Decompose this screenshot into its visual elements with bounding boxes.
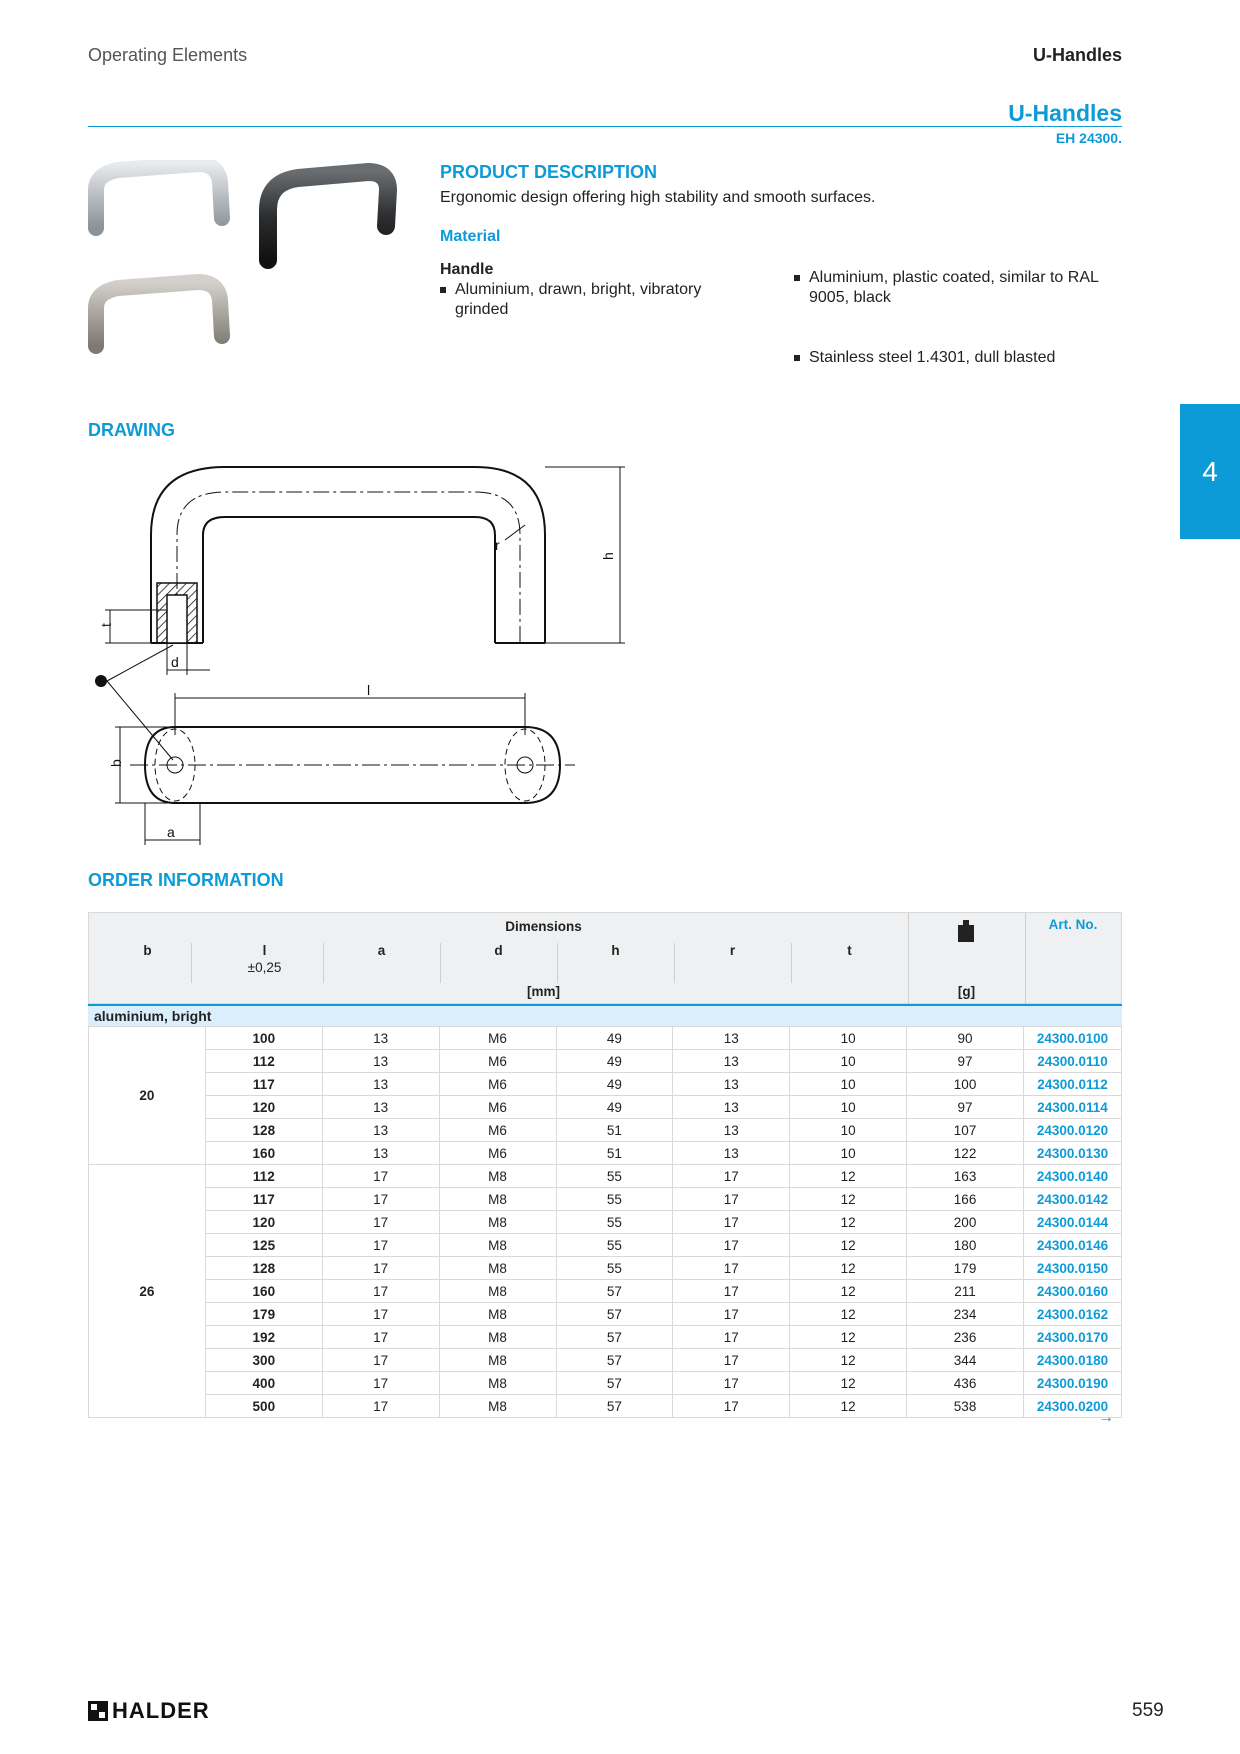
table-cell: M8 bbox=[439, 1280, 556, 1303]
cell-l: 112 bbox=[205, 1050, 322, 1073]
article-number-link[interactable]: 24300.0160 bbox=[1024, 1280, 1122, 1303]
brand-name: HALDER bbox=[112, 1698, 210, 1723]
article-number-link[interactable]: 24300.0146 bbox=[1024, 1234, 1122, 1257]
table-cell: 13 bbox=[673, 1050, 790, 1073]
table-cell: 17 bbox=[673, 1234, 790, 1257]
table-cell: 17 bbox=[322, 1280, 439, 1303]
table-cell: M8 bbox=[439, 1234, 556, 1257]
table-row bbox=[89, 1188, 1122, 1211]
col-d: d bbox=[494, 943, 503, 958]
table-cell: 234 bbox=[907, 1303, 1024, 1326]
technical-drawing bbox=[85, 455, 645, 855]
table-cell: 166 bbox=[907, 1188, 1024, 1211]
chapter-tab[interactable]: 4 bbox=[1180, 404, 1240, 539]
table-cell: 97 bbox=[907, 1050, 1024, 1073]
table-row bbox=[89, 1142, 1122, 1165]
article-number-link[interactable]: 24300.0142 bbox=[1024, 1188, 1122, 1211]
table-row bbox=[89, 1119, 1122, 1142]
material-label: Material bbox=[440, 228, 501, 245]
table-cell: 13 bbox=[673, 1119, 790, 1142]
article-number-link[interactable]: 24300.0180 bbox=[1024, 1349, 1122, 1372]
table-cell: 55 bbox=[556, 1234, 673, 1257]
table-cell: M8 bbox=[439, 1395, 556, 1418]
table-cell: 49 bbox=[556, 1073, 673, 1096]
table-row bbox=[89, 1349, 1122, 1372]
dim-label-d: d bbox=[171, 654, 179, 670]
product-code: EH 24300. bbox=[1055, 130, 1122, 146]
article-number-link[interactable]: 24300.0112 bbox=[1024, 1073, 1122, 1096]
table-cell: M6 bbox=[439, 1119, 556, 1142]
table-cell: 12 bbox=[790, 1165, 907, 1188]
title-divider bbox=[88, 126, 1122, 127]
table-row bbox=[89, 1096, 1122, 1119]
table-cell: 100 bbox=[907, 1073, 1024, 1096]
halder-logo-icon bbox=[88, 1701, 108, 1721]
table-cell: 17 bbox=[673, 1188, 790, 1211]
table-row bbox=[89, 1280, 1122, 1303]
table-cell: 13 bbox=[322, 1073, 439, 1096]
table-cell: 55 bbox=[556, 1211, 673, 1234]
table-cell: 13 bbox=[322, 1096, 439, 1119]
col-a: a bbox=[377, 943, 386, 958]
table-row bbox=[89, 1027, 1122, 1050]
table-cell: 200 bbox=[907, 1211, 1024, 1234]
article-number-link[interactable]: 24300.0150 bbox=[1024, 1257, 1122, 1280]
table-cell: 12 bbox=[790, 1234, 907, 1257]
header-product-title: U-Handles bbox=[1032, 45, 1122, 65]
col-h: h bbox=[611, 943, 620, 958]
table-row bbox=[89, 1165, 1122, 1188]
cell-b: 26 bbox=[89, 1165, 206, 1418]
product-photo-black bbox=[258, 160, 398, 280]
table-cell: 10 bbox=[790, 1073, 907, 1096]
table-cell: 17 bbox=[322, 1234, 439, 1257]
handle-label: Handle bbox=[440, 261, 494, 278]
table-cell: 211 bbox=[907, 1280, 1024, 1303]
table-row bbox=[89, 1257, 1122, 1280]
table-row bbox=[89, 1395, 1122, 1418]
table-cell: 12 bbox=[790, 1349, 907, 1372]
table-cell: 55 bbox=[556, 1188, 673, 1211]
table-cell: 107 bbox=[907, 1119, 1024, 1142]
table-row bbox=[89, 1211, 1122, 1234]
table-row bbox=[89, 1050, 1122, 1073]
table-cell: 57 bbox=[556, 1280, 673, 1303]
table-cell: 97 bbox=[907, 1096, 1024, 1119]
dim-label-a: a bbox=[167, 824, 175, 840]
art-no-header: Art. No. bbox=[1048, 917, 1098, 932]
table-cell: 12 bbox=[790, 1188, 907, 1211]
table-cell: 12 bbox=[790, 1211, 907, 1234]
table-cell: 10 bbox=[790, 1142, 907, 1165]
cell-l: 128 bbox=[205, 1257, 322, 1280]
table-cell: M8 bbox=[439, 1326, 556, 1349]
table-cell: 17 bbox=[673, 1165, 790, 1188]
cell-l: 500 bbox=[205, 1395, 322, 1418]
article-number-link[interactable]: 24300.0162 bbox=[1024, 1303, 1122, 1326]
table-cell: 49 bbox=[556, 1050, 673, 1073]
header-section-title: Operating Elements bbox=[88, 45, 248, 65]
cell-l: 160 bbox=[205, 1280, 322, 1303]
dim-label-t: t bbox=[98, 623, 114, 627]
table-cell: 13 bbox=[673, 1027, 790, 1050]
table-cell: 13 bbox=[322, 1050, 439, 1073]
table-cell: 236 bbox=[907, 1326, 1024, 1349]
product-photos bbox=[88, 160, 258, 400]
table-cell: 10 bbox=[790, 1096, 907, 1119]
page-number: 559 bbox=[1132, 1700, 1164, 1721]
table-row bbox=[89, 1234, 1122, 1257]
article-number-link[interactable]: 24300.0114 bbox=[1024, 1096, 1122, 1119]
table-cell: 17 bbox=[322, 1372, 439, 1395]
table-cell: 57 bbox=[556, 1326, 673, 1349]
table-cell: 17 bbox=[673, 1372, 790, 1395]
dim-label-h: h bbox=[600, 552, 616, 560]
dimensions-header: Dimensions bbox=[505, 919, 582, 934]
table-cell: 17 bbox=[322, 1326, 439, 1349]
table-cell: 17 bbox=[673, 1257, 790, 1280]
table-cell: 51 bbox=[556, 1119, 673, 1142]
table-cell: M6 bbox=[439, 1142, 556, 1165]
table-cell: M6 bbox=[439, 1073, 556, 1096]
article-number-link[interactable]: 24300.0130 bbox=[1024, 1142, 1122, 1165]
order-information-heading: ORDER INFORMATION bbox=[88, 870, 284, 890]
col-b: b bbox=[143, 943, 152, 958]
table-cell: 55 bbox=[556, 1165, 673, 1188]
article-number-link[interactable]: 24300.0100 bbox=[1024, 1027, 1122, 1050]
table-cell: 12 bbox=[790, 1303, 907, 1326]
table-cell: 17 bbox=[322, 1165, 439, 1188]
dim-label-l: l bbox=[367, 682, 371, 698]
material-group-row: aluminium, bright bbox=[88, 1004, 1122, 1026]
table-cell: M6 bbox=[439, 1027, 556, 1050]
table-cell: M8 bbox=[439, 1257, 556, 1280]
col-l-tolerance: ±0,25 bbox=[247, 960, 282, 975]
cell-b: 20 bbox=[89, 1027, 206, 1165]
order-table-header bbox=[88, 912, 1122, 1004]
product-description-heading: PRODUCT DESCRIPTION bbox=[440, 162, 658, 182]
table-cell: 57 bbox=[556, 1395, 673, 1418]
unit-mm: [mm] bbox=[527, 984, 560, 999]
table-row bbox=[89, 1073, 1122, 1096]
material-bullet: Aluminium, plastic coated, similar to RAL 9005, black bbox=[794, 268, 1109, 308]
table-cell: 17 bbox=[322, 1349, 439, 1372]
next-page-arrow-icon[interactable]: → bbox=[1098, 1409, 1114, 1426]
cell-l: 300 bbox=[205, 1349, 322, 1372]
table-cell: 163 bbox=[907, 1165, 1024, 1188]
table-cell: 17 bbox=[322, 1257, 439, 1280]
dim-label-r: r bbox=[495, 537, 500, 553]
table-cell: M8 bbox=[439, 1303, 556, 1326]
table-cell: 12 bbox=[790, 1257, 907, 1280]
table-cell: 17 bbox=[322, 1188, 439, 1211]
article-number-link[interactable]: 24300.0190 bbox=[1024, 1372, 1122, 1395]
table-cell: M8 bbox=[439, 1165, 556, 1188]
brand-logo bbox=[88, 1698, 210, 1724]
cell-l: 120 bbox=[205, 1211, 322, 1234]
cell-l: 112 bbox=[205, 1165, 322, 1188]
table-cell: 13 bbox=[322, 1027, 439, 1050]
table-cell: 12 bbox=[790, 1395, 907, 1418]
article-number-link[interactable]: 24300.0140 bbox=[1024, 1165, 1122, 1188]
table-cell: 57 bbox=[556, 1303, 673, 1326]
material-bullet: Aluminium, drawn, bright, vibratory grinded bbox=[440, 280, 735, 320]
article-number-link[interactable]: 24300.0120 bbox=[1024, 1119, 1122, 1142]
table-cell: 17 bbox=[673, 1349, 790, 1372]
table-cell: M6 bbox=[439, 1050, 556, 1073]
table-row bbox=[89, 1326, 1122, 1349]
table-cell: M8 bbox=[439, 1188, 556, 1211]
table-cell: 538 bbox=[907, 1395, 1024, 1418]
table-cell: 180 bbox=[907, 1234, 1024, 1257]
table-cell: M8 bbox=[439, 1211, 556, 1234]
table-cell: 57 bbox=[556, 1349, 673, 1372]
table-cell: M6 bbox=[439, 1096, 556, 1119]
cell-l: 192 bbox=[205, 1326, 322, 1349]
article-number-link[interactable]: 24300.0170 bbox=[1024, 1326, 1122, 1349]
page-title: U-Handles bbox=[1008, 100, 1122, 126]
table-cell: 10 bbox=[790, 1050, 907, 1073]
handle-photo-aluminium bbox=[96, 164, 222, 228]
col-r: r bbox=[729, 943, 736, 958]
weight-icon bbox=[957, 919, 975, 943]
cell-l: 400 bbox=[205, 1372, 322, 1395]
table-cell: M8 bbox=[439, 1372, 556, 1395]
cell-l: 128 bbox=[205, 1119, 322, 1142]
table-cell: 179 bbox=[907, 1257, 1024, 1280]
dim-label-b: b bbox=[108, 759, 124, 767]
table-cell: 17 bbox=[673, 1280, 790, 1303]
unit-g: [g] bbox=[957, 984, 976, 999]
drawing-heading: DRAWING bbox=[88, 420, 175, 440]
table-cell: M8 bbox=[439, 1349, 556, 1372]
table-cell: 90 bbox=[907, 1027, 1024, 1050]
table-cell: 51 bbox=[556, 1142, 673, 1165]
table-cell: 57 bbox=[556, 1372, 673, 1395]
table-cell: 344 bbox=[907, 1349, 1024, 1372]
cell-l: 125 bbox=[205, 1234, 322, 1257]
table-cell: 17 bbox=[322, 1303, 439, 1326]
cell-l: 160 bbox=[205, 1142, 322, 1165]
table-cell: 12 bbox=[790, 1280, 907, 1303]
table-cell: 49 bbox=[556, 1096, 673, 1119]
table-row bbox=[89, 1303, 1122, 1326]
table-cell: 17 bbox=[322, 1395, 439, 1418]
article-number-link[interactable]: 24300.0200 bbox=[1024, 1395, 1122, 1418]
table-cell: 10 bbox=[790, 1119, 907, 1142]
table-cell: 17 bbox=[322, 1211, 439, 1234]
cell-l: 117 bbox=[205, 1073, 322, 1096]
article-number-link[interactable]: 24300.0110 bbox=[1024, 1050, 1122, 1073]
article-number-link[interactable]: 24300.0144 bbox=[1024, 1211, 1122, 1234]
cell-l: 120 bbox=[205, 1096, 322, 1119]
table-cell: 55 bbox=[556, 1257, 673, 1280]
cell-l: 179 bbox=[205, 1303, 322, 1326]
table-cell: 17 bbox=[673, 1211, 790, 1234]
product-description-text: Ergonomic design offering high stability and smooth surfaces. bbox=[440, 189, 876, 206]
table-cell: 13 bbox=[322, 1142, 439, 1165]
table-cell: 17 bbox=[673, 1326, 790, 1349]
order-table bbox=[88, 1026, 1122, 1418]
table-cell: 17 bbox=[673, 1303, 790, 1326]
table-cell: 122 bbox=[907, 1142, 1024, 1165]
table-cell: 436 bbox=[907, 1372, 1024, 1395]
cell-l: 100 bbox=[205, 1027, 322, 1050]
table-cell: 12 bbox=[790, 1372, 907, 1395]
table-cell: 13 bbox=[673, 1096, 790, 1119]
handle-photo-stainless bbox=[96, 282, 222, 346]
material-bullet: Stainless steel 1.4301, dull blasted bbox=[794, 348, 1109, 368]
table-cell: 17 bbox=[673, 1395, 790, 1418]
col-l: l bbox=[262, 943, 267, 958]
table-row bbox=[89, 1372, 1122, 1395]
cell-l: 117 bbox=[205, 1188, 322, 1211]
table-cell: 13 bbox=[322, 1119, 439, 1142]
table-cell: 10 bbox=[790, 1027, 907, 1050]
col-t: t bbox=[847, 943, 852, 958]
table-cell: 12 bbox=[790, 1326, 907, 1349]
table-cell: 49 bbox=[556, 1027, 673, 1050]
table-cell: 13 bbox=[673, 1073, 790, 1096]
table-cell: 13 bbox=[673, 1142, 790, 1165]
